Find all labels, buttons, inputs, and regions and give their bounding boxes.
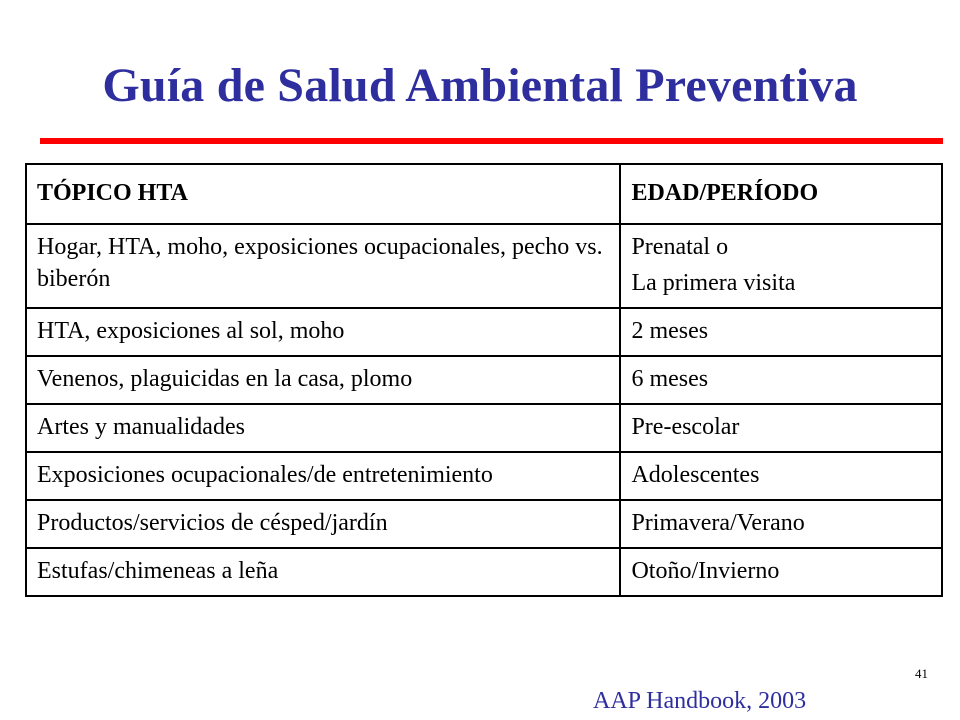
age-period-cell: 2 meses (620, 308, 942, 356)
table-row (26, 356, 942, 404)
topic-cell: Artes y manualidades (26, 404, 620, 452)
table-header-row (26, 164, 942, 224)
age-period-cell: Adolescentes (620, 452, 942, 500)
age-period-cell: Otoño/Invierno (620, 548, 942, 596)
table-row (26, 404, 942, 452)
slide-title: Guía de Salud Ambiental Preventiva (102, 59, 858, 112)
table-row (26, 548, 942, 596)
title-underline-rule (40, 138, 943, 144)
table-row (26, 308, 942, 356)
age-period-line: Prenatal o (631, 234, 729, 260)
age-period-cell (620, 224, 942, 308)
table-row (26, 452, 942, 500)
age-period-cell: Primavera/Verano (620, 500, 942, 548)
table-row (26, 500, 942, 548)
topic-cell: HTA, exposiciones al sol, moho (26, 308, 620, 356)
page-number: 41 (915, 666, 928, 681)
topic-cell: Venenos, plaguicidas en la casa, plomo (26, 356, 620, 404)
age-period-line: La primera visita (631, 270, 796, 296)
column-header-topic: TÓPICO HTA (26, 164, 620, 224)
topic-cell: Estufas/chimeneas a leña (26, 548, 620, 596)
age-period-cell: 6 meses (620, 356, 942, 404)
table-row (26, 224, 942, 308)
topic-cell: Hogar, HTA, moho, exposiciones ocupacionales, pecho vs. biberón (26, 224, 620, 308)
age-period-cell: Pre-escolar (620, 404, 942, 452)
source-citation: AAP Handbook, 2003 (593, 688, 807, 714)
column-header-age-period: EDAD/PERÍODO (620, 164, 942, 224)
topic-cell: Exposiciones ocupacionales/de entretenimiento (26, 452, 620, 500)
topic-cell: Productos/servicios de césped/jardín (26, 500, 620, 548)
topics-table (25, 163, 943, 597)
